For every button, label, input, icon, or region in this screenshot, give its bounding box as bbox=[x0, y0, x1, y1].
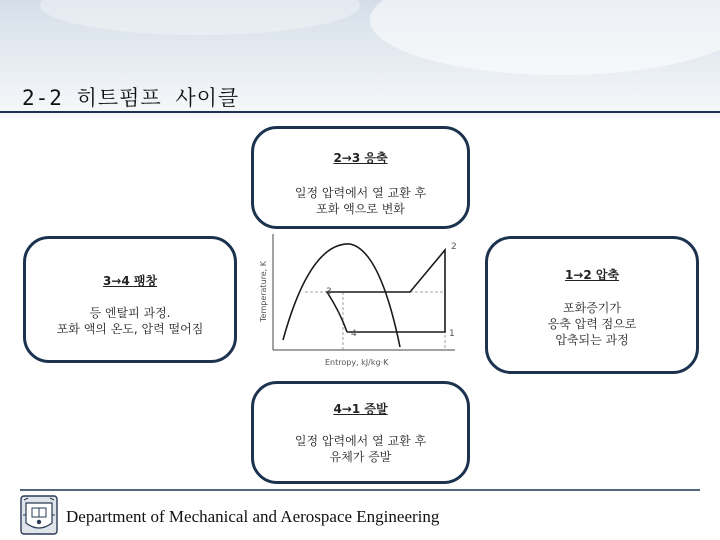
x-axis-label: Entropy, kJ/kg·K bbox=[325, 358, 389, 367]
step-description: 등 엔탈피 과정. 포화 액의 온도, 압력 떨어짐 bbox=[56, 306, 204, 336]
step-heading: 3→4 팽창 bbox=[102, 274, 158, 288]
y-axis-label: Temperature, K bbox=[259, 260, 268, 322]
step-heading: 1→2 압축 bbox=[564, 268, 620, 282]
point-label: 4 bbox=[351, 329, 357, 339]
point-label: 1 bbox=[449, 329, 455, 339]
step-expansion-box bbox=[23, 236, 237, 363]
step-compression-box bbox=[485, 236, 699, 374]
step-description: 일정 압력에서 열 교환 후 유체가 증발 bbox=[294, 434, 427, 464]
university-seal-icon bbox=[20, 495, 58, 535]
step-condensation-box bbox=[251, 126, 470, 229]
slide-title: 2-2 히트펌프 사이클 bbox=[22, 86, 240, 110]
step-description: 일정 압력에서 열 교환 후 포화 액으로 변화 bbox=[294, 186, 427, 216]
ts-diagram bbox=[255, 232, 475, 372]
point-label: 2 bbox=[451, 242, 457, 252]
point-label: 3 bbox=[326, 287, 332, 297]
footer-department-name: Department of Mechanical and Aerospace Engineering bbox=[66, 507, 440, 526]
step-heading: 4→1 증발 bbox=[333, 402, 388, 416]
step-description: 포화증기가 응축 압력 점으로 압축되는 과정 bbox=[547, 301, 637, 347]
step-evaporation-box bbox=[251, 381, 470, 484]
step-heading: 2→3 응축 bbox=[333, 151, 388, 165]
